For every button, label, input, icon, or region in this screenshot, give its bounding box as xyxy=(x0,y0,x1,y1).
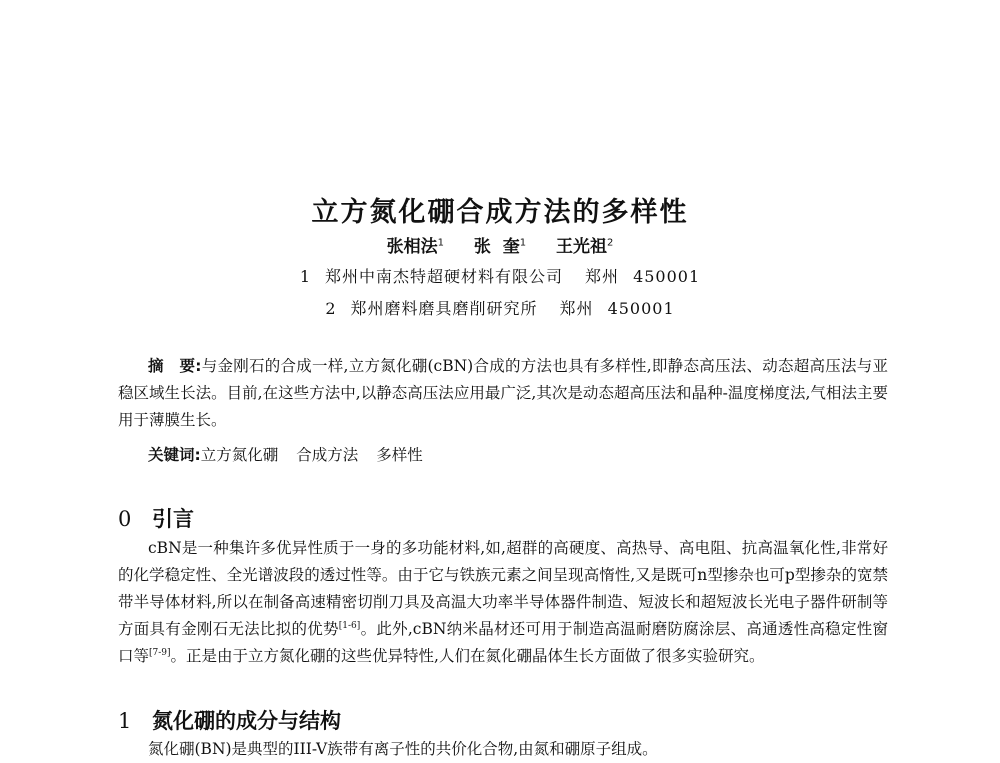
affiliation-number: 1 xyxy=(299,267,312,286)
affiliation-city: 郑州 xyxy=(559,299,594,318)
author xyxy=(556,237,613,257)
section-title: 引言 xyxy=(152,507,194,531)
body-text: 。正是由于立方氮化硼的这些优异特性,人们在氮化硼晶体生长方面做了很多实验研究。 xyxy=(170,647,765,665)
section-title: 氮化硼的成分与结构 xyxy=(152,709,341,733)
section-body xyxy=(118,535,888,670)
section-number: 0 xyxy=(118,507,132,531)
author-affil-mark: 1 xyxy=(519,237,527,249)
affiliation xyxy=(0,264,1000,287)
affiliation-zip: 450001 xyxy=(607,299,675,318)
paper-title: 立方氮化硼合成方法的多样性 xyxy=(311,197,689,228)
section-heading xyxy=(118,503,194,533)
affiliation-zip: 450001 xyxy=(633,267,701,286)
abstract xyxy=(118,353,888,434)
citation: [1-6] xyxy=(338,620,361,631)
section-number: 1 xyxy=(118,709,132,733)
body-text: 。此外,cBN纳米晶材还可用于制造高温耐磨防腐涂层、高通透性高稳定性窗口等 xyxy=(118,620,888,665)
body-text: cBN是一种集许多优异性质于一身的多功能材料,如,超群的高硬度、高热导、高电阻、抗高温氧化性,非常好的化学稳定性、全光谱波段的透过性等。由于它与铁族元素之间呈现高惰性,又是既可n型掺杂也可p型掺杂的宽禁带半导体材料,所以在制备高速精密切削刀具及高温大功率半导体器件制造、短波长和超短波长光电子器件研制等方面具有金刚石无法比拟的优势 xyxy=(118,539,888,638)
affiliation xyxy=(0,296,1000,319)
section-heading xyxy=(118,705,341,735)
citation: [7-9] xyxy=(149,647,171,658)
affiliation-city: 郑州 xyxy=(585,267,620,286)
keywords xyxy=(148,442,888,469)
author-line xyxy=(0,232,1000,257)
keywords-label: 关键词: xyxy=(148,446,201,464)
author-name: 张 奎 xyxy=(473,237,520,257)
keyword: 立方氮化硼 xyxy=(200,446,279,464)
author xyxy=(474,237,526,257)
author-name: 张相法 xyxy=(386,237,438,257)
affiliation-number: 2 xyxy=(325,299,337,318)
abstract-text: 与金刚石的合成一样,立方氮化硼(cBN)合成的方法也具有多样性,即静态高压法、动态超高压法与亚稳区域生长法。目前,在这些方法中,以静态高压法应用最广泛,其次是动态超高压法和晶种-温度梯度法,气相法主要用于薄膜生长。 xyxy=(118,357,888,429)
keyword: 多样性 xyxy=(376,446,423,464)
abstract-label: 摘 要: xyxy=(148,357,202,375)
affiliation-org: 郑州磨料磨具磨削研究所 xyxy=(350,299,538,318)
keyword: 合成方法 xyxy=(296,446,359,464)
author-name: 王光祖 xyxy=(556,237,608,257)
section-body xyxy=(148,736,888,763)
author xyxy=(387,237,444,257)
body-text: 氮化硼(BN)是典型的III-V族带有离子性的共价化合物,由氮和硼原子组成。 xyxy=(148,740,658,758)
author-affil-mark: 1 xyxy=(437,237,444,249)
author-affil-mark: 2 xyxy=(607,237,614,249)
affiliation-org: 郑州中南杰特超硬材料有限公司 xyxy=(325,267,564,286)
